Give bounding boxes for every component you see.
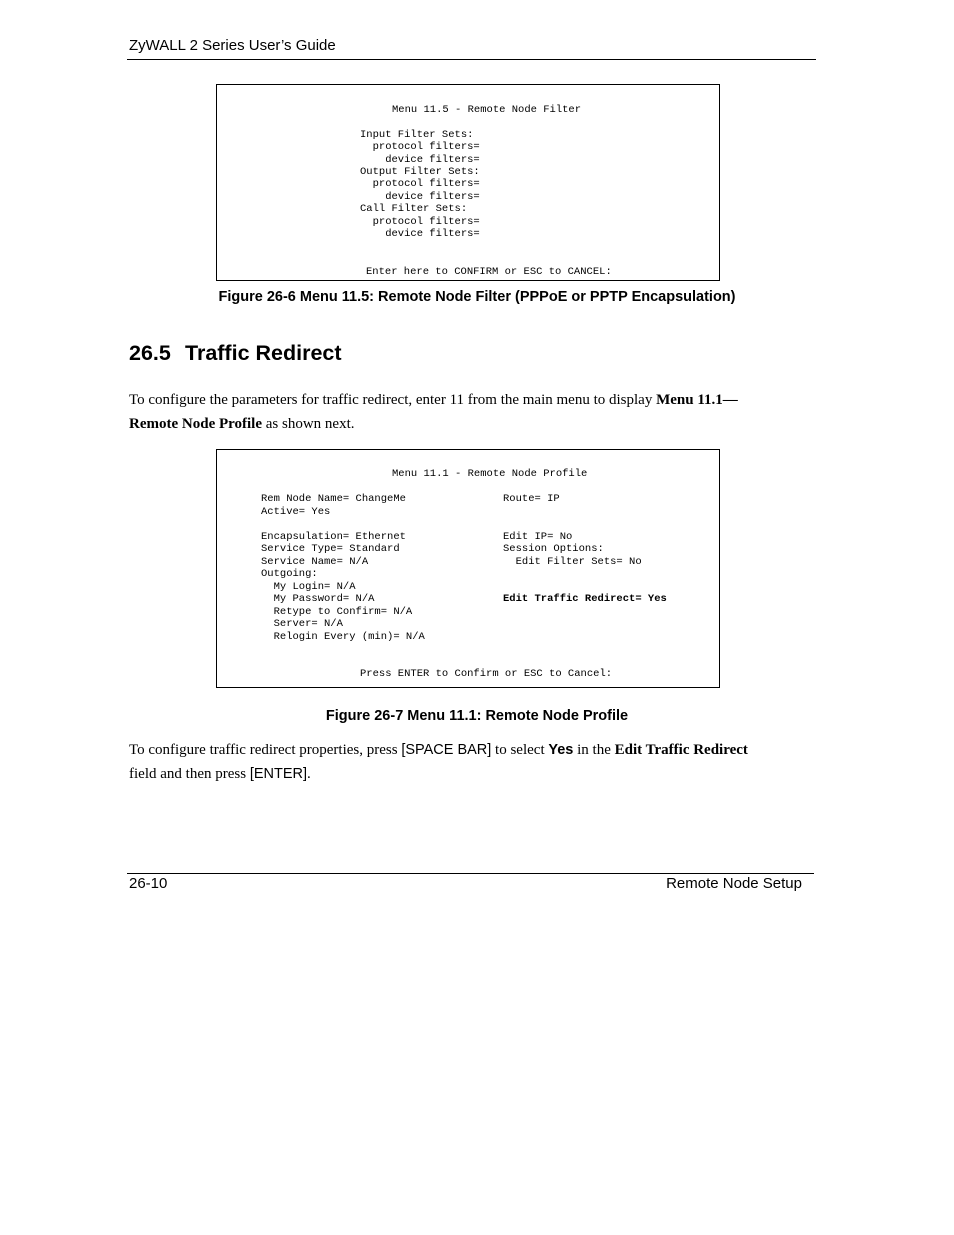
terminal-screen-remote-node-filter <box>216 84 720 281</box>
paragraph-text: To configure the parameters for traffic redirect, enter 11 from the main menu to display <box>129 392 657 408</box>
key-name: [ENTER] <box>249 766 308 782</box>
body-paragraph <box>129 738 809 786</box>
footer-rule <box>127 873 814 874</box>
terminal-line: Edit Filter Sets= No <box>503 556 642 568</box>
field-reference: Edit Traffic Redirect <box>614 742 748 758</box>
terminal-line: Output Filter Sets: <box>360 166 480 178</box>
terminal-line: Server= N/A <box>261 618 343 630</box>
header-rule <box>127 59 816 60</box>
terminal-line: protocol filters= <box>360 178 480 190</box>
running-header: ZyWALL 2 Series User’s Guide <box>129 37 336 54</box>
terminal-line: Route= IP <box>503 493 560 505</box>
terminal-line: Active= Yes <box>261 506 331 518</box>
terminal-line: My Password= N/A <box>261 593 375 605</box>
terminal-line: Retype to Confirm= N/A <box>261 606 413 618</box>
terminal-line: device filters= <box>360 228 480 240</box>
figure-caption: Figure 26-6 Menu 11.5: Remote Node Filter (PPPoE or PPTP Encapsulation) <box>218 289 736 305</box>
terminal-line: Relogin Every (min)= N/A <box>261 631 425 643</box>
paragraph-text: field and then press <box>129 766 250 782</box>
page-number: 26-10 <box>129 875 168 892</box>
terminal-line: Input Filter Sets: <box>360 129 474 141</box>
terminal-line: My Login= N/A <box>261 581 356 593</box>
terminal-line: device filters= <box>360 191 480 203</box>
terminal-line: device filters= <box>360 154 480 166</box>
paragraph-text: . <box>307 766 311 782</box>
chapter-title: Remote Node Setup <box>666 875 802 892</box>
terminal-screen-remote-node-profile <box>216 449 720 688</box>
menu-reference: Remote Node Profile <box>129 416 263 432</box>
paragraph-text: as shown next. <box>262 416 355 432</box>
figure-caption: Figure 26-7 Menu 11.1: Remote Node Profile <box>325 708 629 724</box>
section-title: Traffic Redirect <box>185 341 342 365</box>
terminal-line: Service Type= Standard <box>261 543 400 555</box>
paragraph-text: To configure traffic redirect properties, press <box>129 742 402 758</box>
option-value: Yes <box>548 742 574 758</box>
paragraph-text: to select <box>491 742 549 758</box>
terminal-line: protocol filters= <box>360 216 480 228</box>
section-number: 26.5 <box>129 341 171 365</box>
menu-reference: Menu 11.1— <box>656 392 738 408</box>
paragraph-text: in the <box>573 742 615 758</box>
body-paragraph <box>129 388 809 436</box>
terminal-line: protocol filters= <box>360 141 480 153</box>
terminal-line: Outgoing: <box>261 568 318 580</box>
key-name: [SPACE BAR] <box>401 742 492 758</box>
terminal-line: Rem Node Name= ChangeMe <box>261 493 406 505</box>
terminal-line: Service Name= N/A <box>261 556 369 568</box>
terminal-line-highlighted: Edit Traffic Redirect= Yes <box>503 593 667 605</box>
terminal-line: Edit IP= No <box>503 531 573 543</box>
terminal-menu-title: Menu 11.1 - Remote Node Profile <box>392 468 588 480</box>
terminal-prompt: Enter here to CONFIRM or ESC to CANCEL: <box>366 266 612 278</box>
terminal-prompt: Press ENTER to Confirm or ESC to Cancel: <box>360 668 613 680</box>
terminal-line: Call Filter Sets: <box>360 203 468 215</box>
terminal-menu-title: Menu 11.5 - Remote Node Filter <box>392 104 582 116</box>
terminal-line: Encapsulation= Ethernet <box>261 531 406 543</box>
section-heading <box>129 341 342 366</box>
terminal-line: Session Options: <box>503 543 604 555</box>
